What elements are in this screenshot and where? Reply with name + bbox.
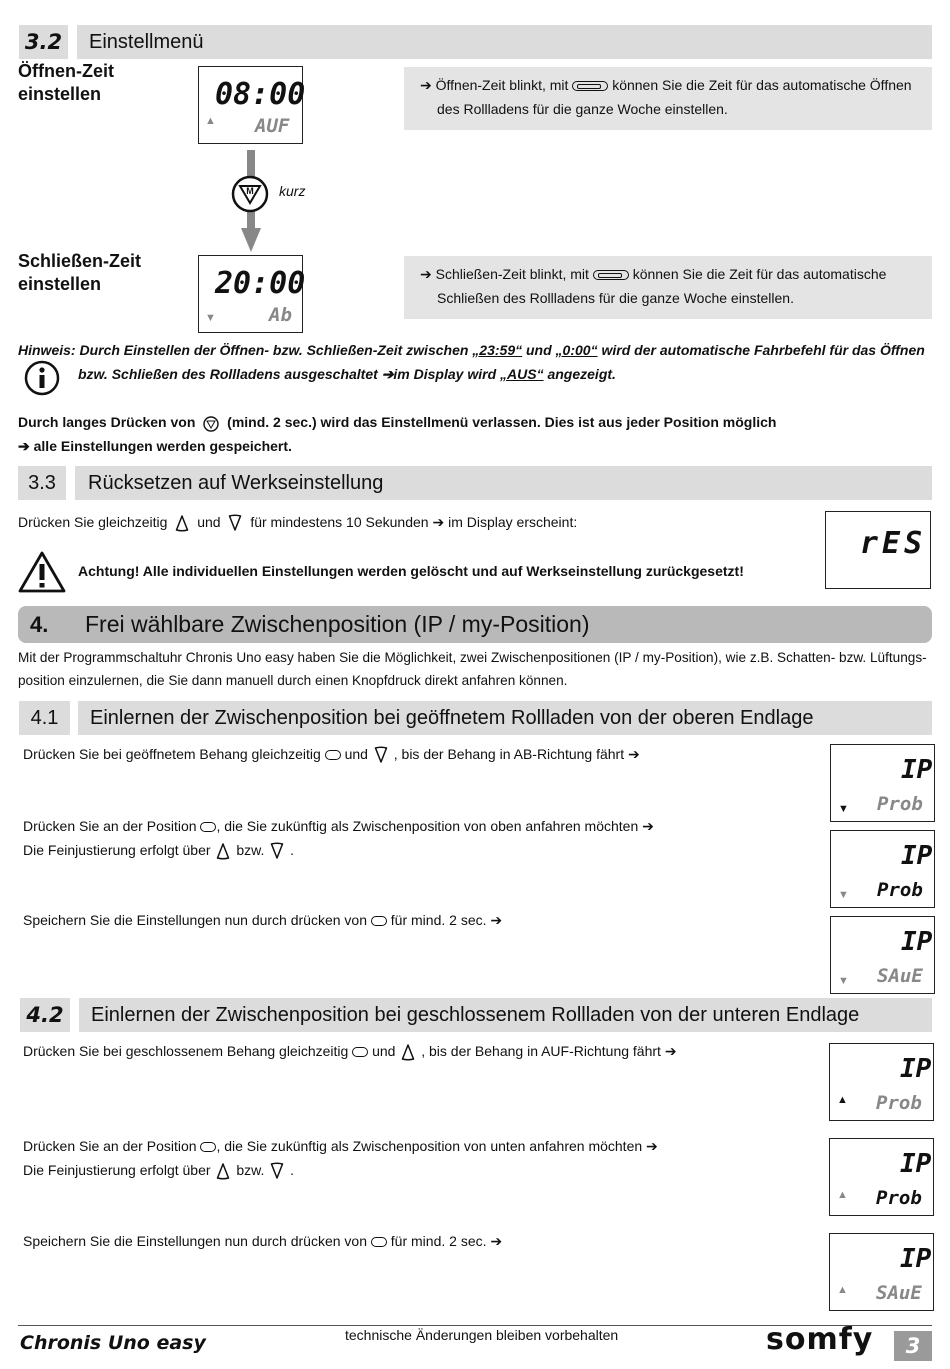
kurz-label: kurz (279, 183, 306, 199)
close-time-label (18, 250, 141, 296)
exit-menu-line2 (18, 434, 292, 458)
lcd-s42-3-bottom: SAuE (876, 1282, 922, 1304)
down-button-icon (270, 1162, 284, 1180)
s42-step1-text-b: und (372, 1043, 396, 1059)
s42-step1 (23, 1039, 677, 1063)
s42-step2-text-b: , die Sie zukünftig als Zwischenposition von unten anfahren möchten (216, 1138, 643, 1154)
open-time-label-line2: einstellen (18, 84, 102, 104)
hint-text-2b: im Display wird (393, 366, 501, 382)
my-button-icon (325, 750, 341, 760)
lcd-close-mode: Ab (269, 304, 292, 326)
arrow-right-icon: ➔ (628, 746, 640, 762)
section-title-4-2: Einlernen der Zwischenposition bei geschlossenem Rollladen von der unteren Endlage (91, 1004, 860, 1026)
s41-step2-text-c: Die Feinjustierung erfolgt über (23, 842, 211, 858)
lcd-reset-value: rES (860, 526, 927, 561)
footer-note: technische Änderungen bleiben vorbehalten (345, 1327, 619, 1343)
section-title-4-1: Einlernen der Zwischenposition bei geöffnetem Rollladen von der oberen Endlage (90, 707, 814, 729)
menu-button-small-icon (203, 415, 219, 431)
up-button-icon (175, 514, 189, 532)
s42-step2-line2 (23, 1158, 294, 1182)
hint-text-e: wird der automatische Fahrbefehl für das Öffnen (597, 342, 925, 358)
s41-step2-text-e: . (290, 842, 295, 858)
up-triangle-icon: ▲ (837, 1189, 848, 1201)
exit-text-a: Durch langes Drücken von (18, 414, 196, 430)
lcd-s41-2-top: IP (901, 841, 933, 871)
info-icon (24, 360, 60, 396)
reset-instruction (18, 510, 577, 534)
open-time-info-text-a: Öffnen-Zeit blinkt, mit (435, 77, 569, 93)
arrow-right-icon: ➔ (381, 366, 394, 382)
footer-page-number: 3 (894, 1331, 932, 1361)
hint-aus: „AUS“ (500, 366, 544, 382)
my-button-icon (200, 822, 216, 832)
hint-text-a: Hinweis: Durch Einstellen der Öffnen- bzw. Schließen-Zeit zwischen (18, 342, 473, 358)
close-time-label-line1: Schließen-Zeit (18, 251, 142, 271)
exit-menu-line1 (18, 410, 776, 434)
s41-step1-text-c: , bis der Behang in AB-Richtung fährt (393, 746, 625, 762)
s41-step2-line2 (23, 838, 294, 862)
open-time-info-line1 (420, 73, 912, 97)
arrow-right-icon: ➔ (420, 266, 432, 282)
arrow-right-icon: ➔ (490, 1233, 503, 1249)
lcd-s41-2-bottom: Prob (877, 879, 923, 901)
reset-text-b: und (197, 514, 221, 530)
section-number-3-2: 3.2 (19, 25, 68, 59)
section-bar-3-2 (77, 25, 932, 59)
lcd-s42-3-top: IP (900, 1244, 932, 1274)
lcd-close-time (198, 255, 306, 333)
s41-step3-text-a: Speichern Sie die Einstellungen nun durch drücken von (23, 912, 368, 928)
s41-step3-text-b: für mind. 2 sec. (390, 912, 487, 928)
section-number-4-2: 4.2 (20, 998, 70, 1032)
down-button-icon (374, 746, 388, 764)
s42-step3-text-b: für mind. 2 sec. (390, 1233, 487, 1249)
exit-text-b: (mind. 2 sec.) wird das Einstellmenü verlassen. Dies ist aus jeder Position möglich (227, 414, 777, 430)
section-title-3-2: Einstellmenü (89, 31, 204, 53)
down-triangle-icon: ▼ (838, 975, 849, 987)
hint-text-2a: bzw. Schließen des Rollladens ausgeschaltet (78, 366, 382, 382)
s42-step1-text-a: Drücken Sie bei geschlossenem Behang gleichzeitig (23, 1043, 349, 1059)
arrow-right-icon: ➔ (432, 514, 445, 530)
lcd-open-mode: AUF (255, 115, 290, 137)
arrow-right-icon: ➔ (490, 912, 503, 928)
s42-step2-text-d: bzw. (236, 1162, 265, 1178)
open-time-info-line2: des Rollladens für die ganze Woche einstellen. (437, 101, 728, 117)
up-triangle-icon: ▲ (837, 1094, 848, 1106)
exit-text-2: alle Einstellungen werden gespeichert. (33, 438, 292, 454)
s41-step2-text-d: bzw. (236, 842, 265, 858)
arrow-right-icon: ➔ (664, 1043, 677, 1059)
open-time-label-line1: Öffnen-Zeit (18, 61, 114, 81)
my-button-icon (371, 916, 387, 926)
lcd-s41-1-top: IP (901, 755, 933, 785)
up-button-icon (216, 1162, 230, 1180)
lcd-s42-2-bottom: Prob (876, 1187, 922, 1209)
up-button-icon (216, 842, 230, 860)
s41-step2-text-a: Drücken Sie an der Position (23, 818, 197, 834)
lcd-s42-1-bottom: Prob (876, 1092, 922, 1114)
arrow-right-icon: ➔ (420, 77, 432, 93)
menu-button-icon (231, 175, 269, 213)
close-time-info-line2: Schließen des Rollladens für die ganze Woche einstellen. (437, 290, 794, 306)
section-title-3-3: Rücksetzen auf Werkseinstellung (88, 472, 384, 494)
s41-step1 (23, 742, 640, 766)
lcd-s42-2-top: IP (900, 1149, 932, 1179)
s42-step1-text-c: , bis der Behang in AUF-Richtung fährt (421, 1043, 661, 1059)
close-time-info-line1 (420, 262, 886, 286)
s42-step3 (23, 1229, 502, 1253)
down-button-icon (270, 842, 284, 860)
up-triangle-icon: ▲ (205, 115, 216, 127)
up-button-icon (401, 1043, 415, 1061)
warning-icon (18, 550, 66, 594)
down-triangle-icon: ▼ (838, 803, 849, 815)
arrow-right-icon: ➔ (642, 818, 654, 834)
s41-step3 (23, 908, 502, 932)
svg-text:M: M (246, 186, 254, 196)
s41-step1-text-a: Drücken Sie bei geöffnetem Behang gleichzeitig (23, 746, 321, 762)
reset-text-a: Drücken Sie gleichzeitig (18, 514, 168, 530)
hint-time-000: „0:00“ (555, 342, 598, 358)
close-time-info-text-a: Schließen-Zeit blinkt, mit (435, 266, 589, 282)
s42-step3-text-a: Speichern Sie die Einstellungen nun durch drücken von (23, 1233, 368, 1249)
arrow-right-icon: ➔ (18, 438, 30, 454)
s41-step2-line1 (23, 814, 654, 838)
open-time-info-text-b: können Sie die Zeit für das automatische Öffnen (612, 77, 912, 93)
somfy-logo: somfy (766, 1322, 874, 1357)
hint-text-2d: angezeigt. (543, 366, 616, 382)
section-number-4: 4. (30, 612, 49, 637)
select-button-icon (593, 270, 629, 280)
lcd-s41-3 (830, 916, 935, 994)
s42-step2-line1 (23, 1134, 658, 1158)
footer-product-name: Chronis Uno easy (20, 1332, 206, 1354)
section-number-3-3: 3.3 (18, 466, 66, 500)
select-button-icon (572, 81, 608, 91)
my-button-icon (352, 1047, 368, 1057)
up-triangle-icon: ▲ (837, 1284, 848, 1296)
lcd-s41-1-bottom: Prob (877, 793, 923, 815)
lcd-open-time-value: 08:00 (215, 77, 306, 112)
reset-text-d: im Display erscheint: (448, 514, 578, 530)
lcd-s42-1-top: IP (900, 1054, 932, 1084)
hint-line1 (18, 338, 925, 362)
lcd-s42-1 (829, 1043, 934, 1121)
hint-line2 (78, 362, 616, 386)
lcd-reset (825, 511, 931, 589)
close-time-label-line2: einstellen (18, 274, 102, 294)
lcd-close-time-value: 20:00 (215, 266, 306, 301)
lcd-open-time (198, 66, 306, 144)
lcd-s42-2 (829, 1138, 934, 1216)
down-triangle-icon: ▼ (838, 889, 849, 901)
hint-text-c: und (522, 342, 556, 358)
lcd-s41-2 (830, 830, 935, 908)
lcd-s41-1 (830, 744, 935, 822)
section-title-4: Frei wählbare Zwischenposition (IP / my-Position) (85, 611, 590, 637)
section-4-intro-line2: position einzulernen, die Sie dann manuell durch einen Knopfdruck direkt anfahren können. (18, 673, 568, 688)
down-triangle-icon: ▼ (205, 312, 216, 324)
open-time-label (18, 60, 114, 106)
lcd-s42-3 (829, 1233, 934, 1311)
my-button-icon (371, 1237, 387, 1247)
s42-step2-text-c: Die Feinjustierung erfolgt über (23, 1162, 211, 1178)
down-button-icon (228, 514, 242, 532)
reset-text-c: für mindestens 10 Sekunden (250, 514, 429, 530)
s42-step2-text-a: Drücken Sie an der Position (23, 1138, 197, 1154)
s41-step2-text-b: , die Sie zukünftig als Zwischenposition von oben anfahren möchten (216, 818, 639, 834)
hint-time-2359: „23:59“ (472, 342, 523, 358)
s41-step1-text-b: und (344, 746, 368, 762)
section-number-4-1: 4.1 (19, 701, 70, 735)
s42-step2-text-e: . (290, 1162, 295, 1178)
arrow-right-icon: ➔ (646, 1138, 658, 1154)
reset-warning: Achtung! Alle individuellen Einstellungen werden gelöscht und auf Werkseinstellung zurückgesetzt! (78, 563, 744, 579)
lcd-s41-3-bottom: SAuE (877, 965, 923, 987)
close-time-info-box (404, 256, 932, 319)
lcd-s41-3-top: IP (901, 927, 933, 957)
close-time-info-text-b: können Sie die Zeit für das automatische (632, 266, 887, 282)
open-time-info-box (404, 67, 932, 130)
section-4-intro-line1: Mit der Programmschaltuhr Chronis Uno easy haben Sie die Möglichkeit, zwei Zwischenpositionen (IP / my-Position), wie z.B. Schatten- bzw. Lüftungs- (18, 650, 927, 665)
my-button-icon (200, 1142, 216, 1152)
